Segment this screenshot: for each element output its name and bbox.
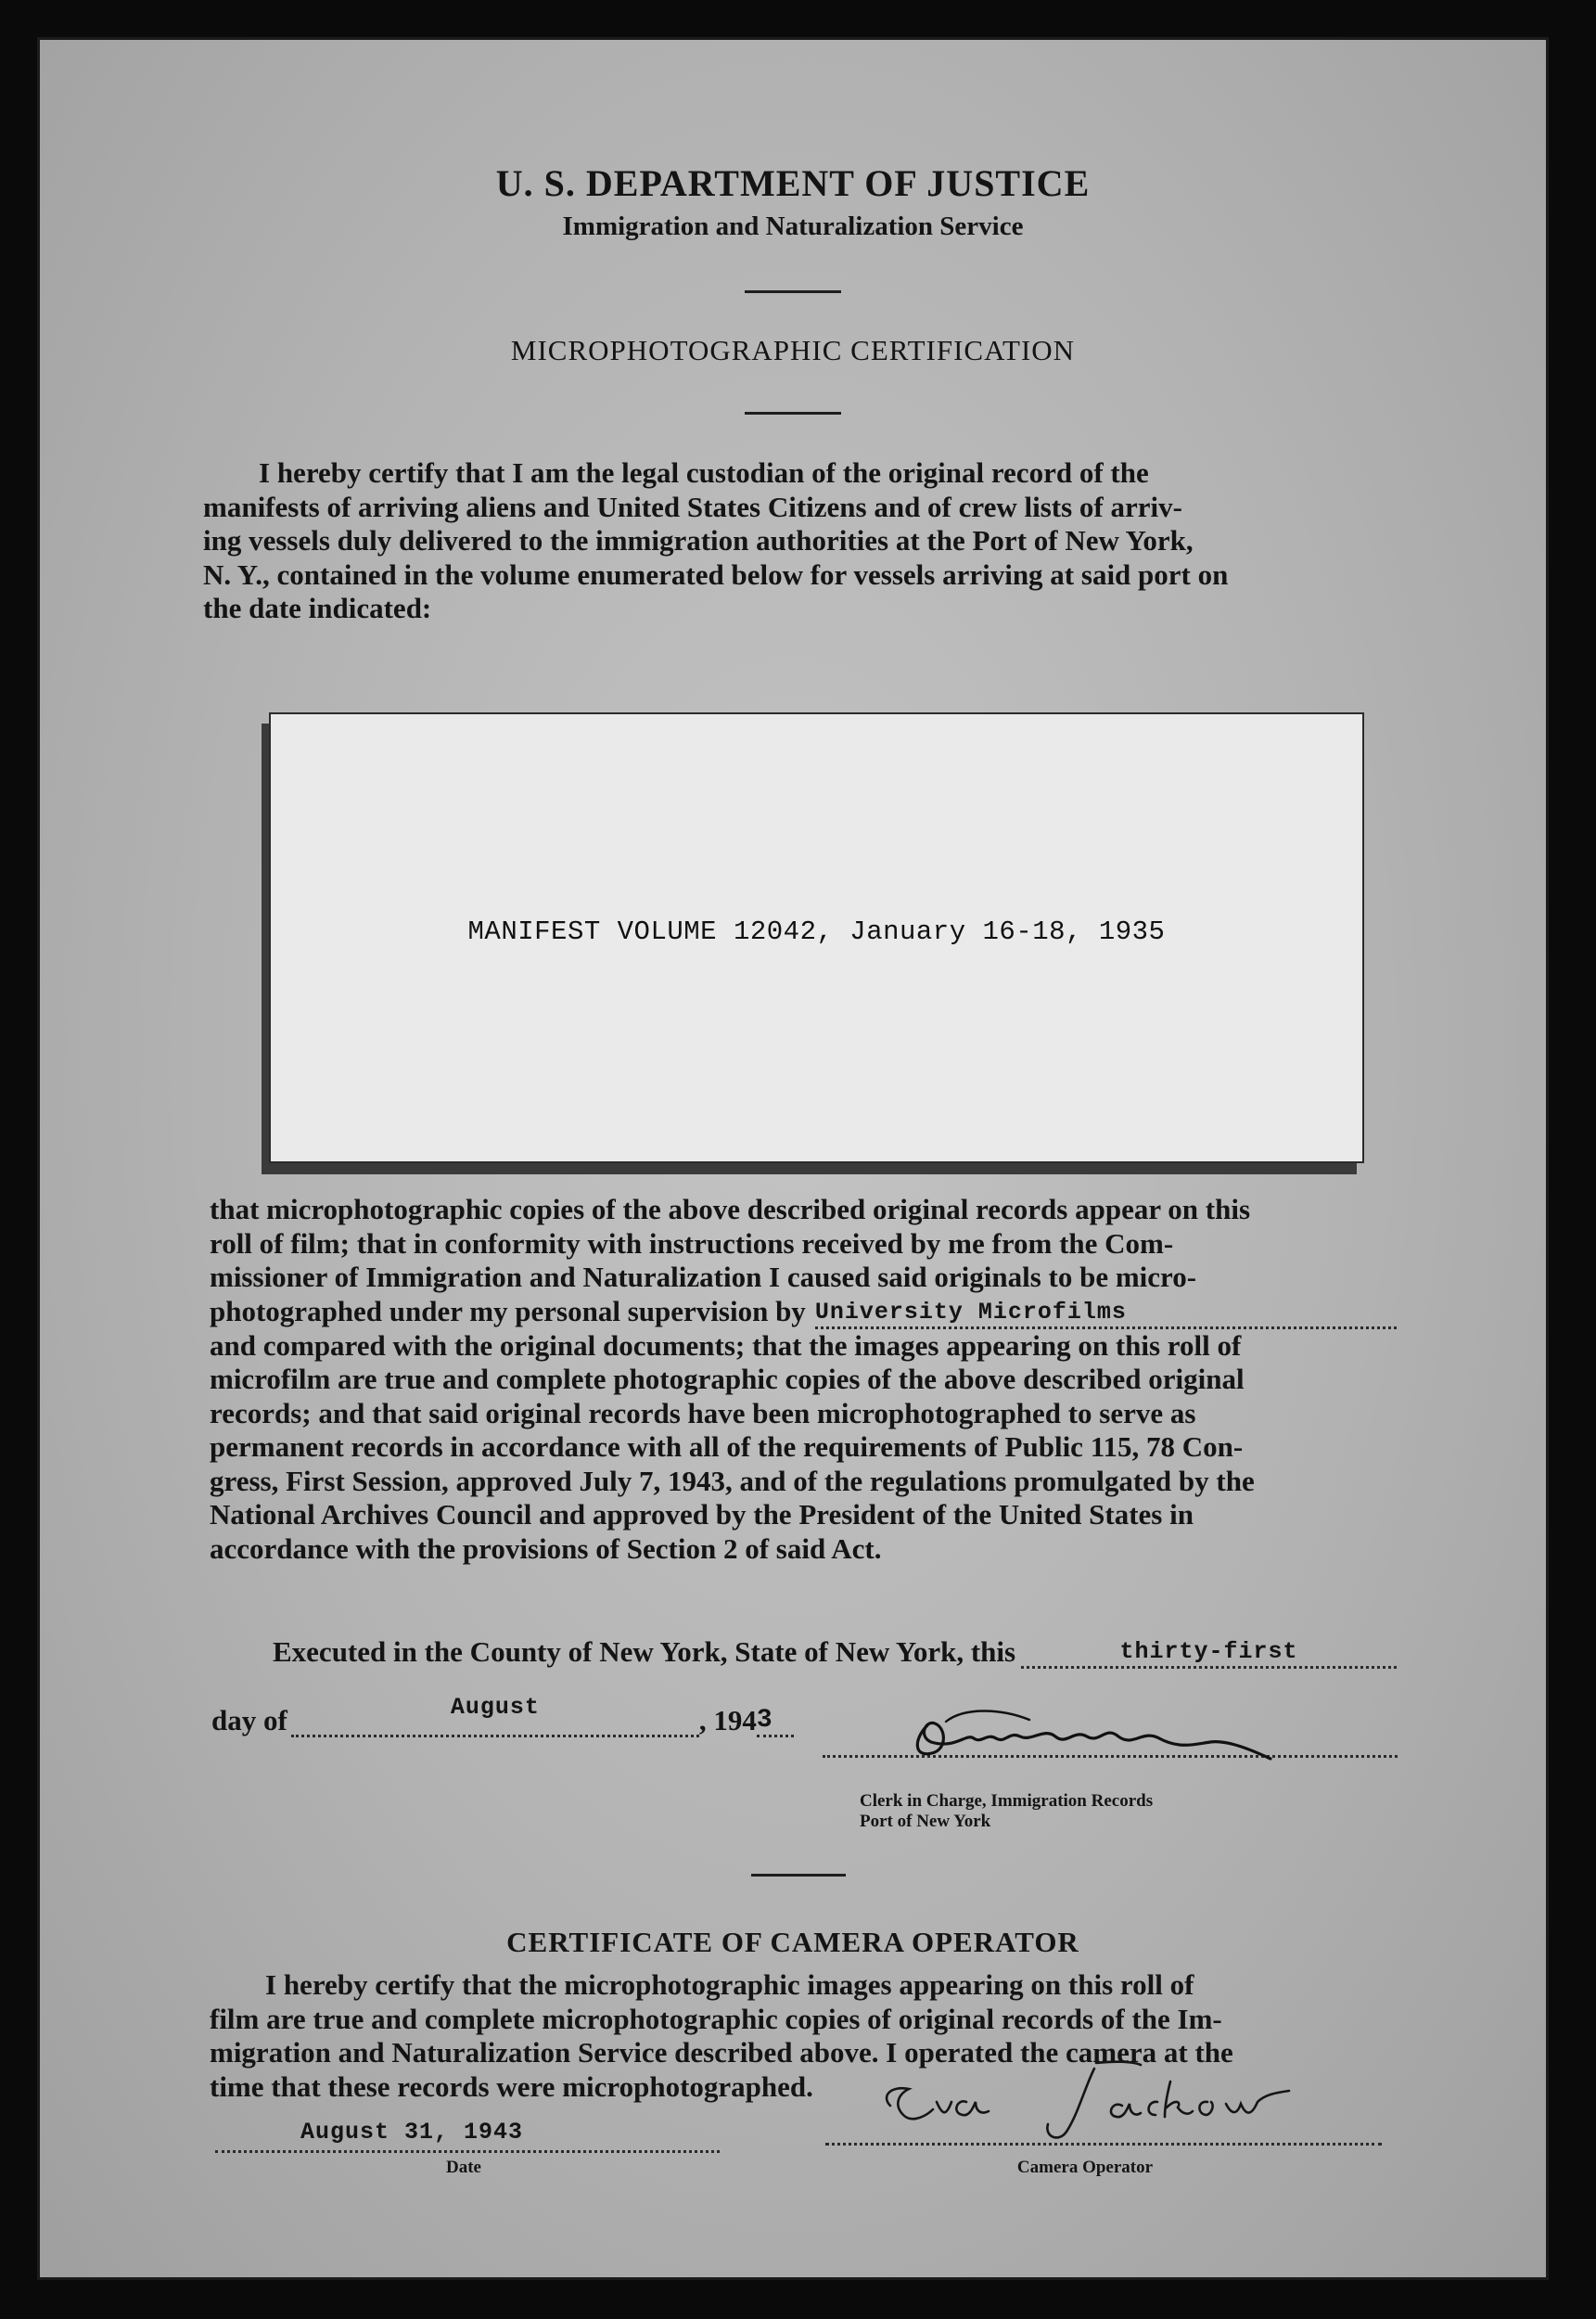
paragraph-line: N. Y., contained in the volume enumerated below for vessels arriving at said port on [203,557,1229,591]
paragraph-line: accordance with the provisions of Section 2 of said Act. [210,1531,882,1565]
year-prefix: , 194 [698,1704,757,1736]
supervisor-name: University Microfilms [814,1298,1127,1326]
year-digit: 3 [756,1706,773,1735]
paragraph-line: I hereby certify that I am the legal custodian of the original record of the [259,456,1149,489]
paragraph-line: that microphotographic copies of the above described original records appear on this [210,1193,1251,1225]
supervision-prefix: photographed under my personal supervision by [210,1295,806,1327]
operator-label: Camera Operator [1016,2158,1154,2177]
paragraph-line: roll of film; that in conformity with instructions received by me from the Com- [210,1226,1174,1260]
paragraph-line: permanent records in accordance with all of the requirements of Public 115, 78 Con- [210,1430,1244,1463]
month-field [291,1694,699,1737]
header-divider [745,290,841,293]
clerk-signature [890,1688,1280,1772]
service-subtitle: Immigration and Naturalization Service [562,211,1024,241]
paragraph-line: I hereby certify that the microphotographic images appearing on this roll of [265,1968,1194,2001]
operator-signature [862,2041,1326,2152]
paragraph-line: microfilm are true and complete photographic copies of the above described original [210,1363,1245,1395]
paragraph-line: migration and Naturalization Service described above. I operated the camera at the [210,2036,1233,2069]
paragraph-line: the date indicated: [203,592,432,624]
manifest-volume-text: MANIFEST VOLUME 12042, January 16-18, 1935 [467,916,1166,947]
supervision-line [210,1295,1397,1329]
certificate-page [37,37,1549,2280]
day-ordinal: thirty-first [1119,1638,1298,1665]
paragraph-line: missioner of Immigration and Naturalization I caused said originals to be micro- [210,1261,1197,1293]
date-value: August 31, 1943 [300,2119,524,2146]
clerk-signature-icon [890,1688,1280,1772]
paragraph-line: National Archives Council and approved by the President of the United States in [210,1498,1194,1531]
executed-prefix: Executed in the County of New York, State of New York, this [273,1635,1016,1668]
clerk-title [860,1791,1323,1832]
clerk-port-line: Port of New York [860,1812,991,1831]
paragraph-line: manifests of arriving aliens and United States Citizens and of crew lists of arriv- [203,490,1182,523]
paragraph-line: gress, First Session, approved July 7, 1943, and of the regulations promulgated by the [210,1464,1255,1497]
body-paragraph [210,1193,1397,1566]
executed-line [273,1634,1397,1669]
paragraph-line: and compared with the original documents; that the images appearing on this roll of [210,1328,1242,1362]
manifest-card [269,712,1364,1163]
paragraph-line: film are true and complete microphotographic copies of original records of the Im- [210,2002,1222,2035]
year-field [757,1703,794,1737]
date-field [215,2119,720,2153]
day-of-label: day of [211,1704,287,1736]
clerk-title-line: Clerk in Charge, Immigration Records [860,1791,1154,1811]
day-field [1021,1634,1397,1669]
certification-title: MICROPHOTOGRAPHIC CERTIFICATION [510,334,1076,366]
month-value: August [450,1694,540,1721]
supervisor-field [815,1295,1397,1329]
paragraph-line: records; and that said original records have been microphotographed to serve as [210,1396,1196,1429]
camera-certificate-title: CERTIFICATE OF CAMERA OPERATOR [506,1926,1079,1958]
intro-paragraph [203,456,1392,626]
paragraph-line: ing vessels duly delivered to the immigration authorities at the Port of New York, [203,524,1194,557]
day-of-line [211,1694,879,1737]
title-divider [745,412,841,415]
date-label: Date [446,2158,481,2177]
department-title: U. S. DEPARTMENT OF JUSTICE [495,162,1091,204]
paragraph-line: time that these records were microphotographed. [210,2069,813,2103]
operator-signature-icon [862,2041,1326,2152]
camera-divider [751,1874,846,1877]
